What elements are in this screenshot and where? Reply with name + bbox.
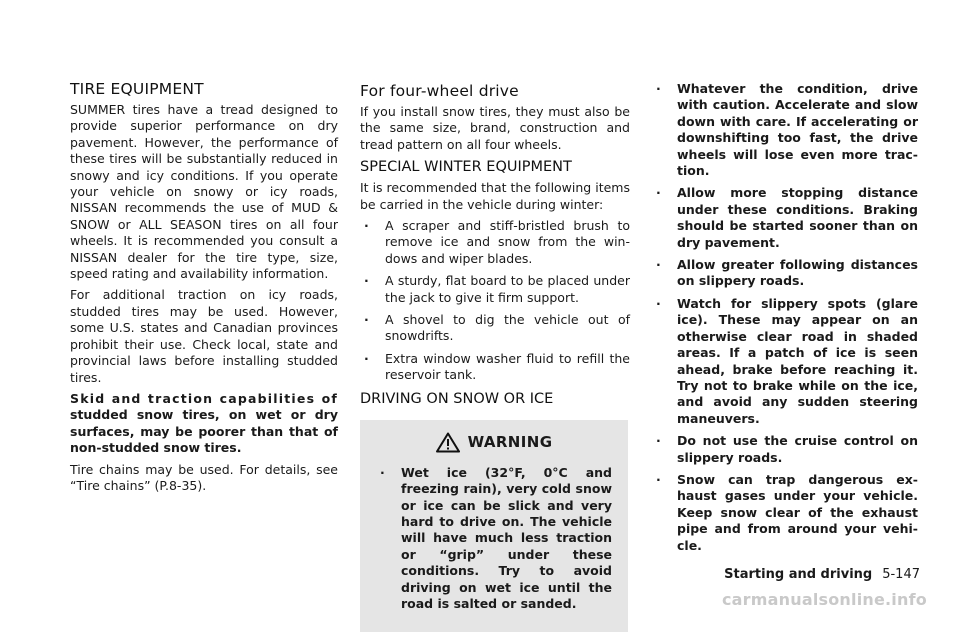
subheading-four-wheel-drive: For four-wheel drive <box>360 82 519 100</box>
paragraph-summer-tires: SUMMER tires have a tread designed to provide superior performance on dry pavement. However, the performance of these tires will be substantially reduced in snowy and icy conditions. If you operate your vehicle on snowy or icy roads, NISSAN recommends the use of MUD & SNOW or ALL SEASON tires on all four wheels. It is recommended you consult a NISSAN dealer for the tire type, size, speed rating and availability information. <box>70 102 338 282</box>
warning-box <box>360 420 628 632</box>
warning-list <box>376 465 612 613</box>
warning-triangle-icon <box>436 432 460 453</box>
list-item: . Snow can trap dangerous ex- haust gases under your vehicle. Keep snow clear of the exhaust pipe and from around your vehi- cle. <box>652 472 918 554</box>
list-item: . Whatever the condition, drive with caution. Accelerate and slow down with care. If accelerating or downshifting too fast, the drive wheels will lose even more trac- tion. <box>652 81 918 179</box>
list-item: . A scraper and stiff-bristled brush to remove ice and snow from the win- dows and wiper blades. <box>360 218 630 267</box>
column-driving-tips <box>652 81 918 560</box>
warning-header <box>376 432 612 453</box>
page-footer <box>724 567 920 582</box>
warning-label: WARNING <box>467 433 553 452</box>
watermark: carmanualsonline.info <box>722 590 927 609</box>
section-heading-tire-equipment: TIRE EQUIPMENT <box>70 80 204 98</box>
list-item: . Allow more stopping distance under these conditions. Braking should be started sooner than on dry pavement. <box>652 185 918 251</box>
paragraph-skid-traction <box>70 391 338 457</box>
footer-page-number: 5-147 <box>882 567 920 582</box>
list-item: . Wet ice (32°F, 0°C and freezing rain), very cold snow or ice can be slick and very hard to drive on. The vehicle will have much less traction or “grip” under these conditions. Try to avoid driving on wet ice until the road is salted or sanded. <box>376 465 612 613</box>
list-item: . A shovel to dig the vehicle out of snowdrifts. <box>360 312 630 345</box>
bold-lead-text: Skid and traction capabilities of <box>70 390 338 406</box>
list-item: . Watch for slippery spots (glare ice). These may appear on an otherwise clear road in shaded areas. If a patch of ice is seen ahead, brake before reaching it. Try not to brake while on the ice, and avoid any sudden steering maneuvers. <box>652 296 918 427</box>
bold-rest-text: studded snow tires, on wet or dry surfaces, may be poorer than that of non-studded snow tires. <box>70 407 338 456</box>
paragraph-tire-chains: Tire chains may be used. For details, see “Tire chains” (P.8-35). <box>70 461 338 493</box>
section-heading-special-winter-equipment: SPECIAL WINTER EQUIPMENT <box>360 159 572 176</box>
paragraph-four-wheel-drive: If you install snow tires, they must also be the same size, brand, construction and tread pattern on all four wheels. <box>360 104 630 152</box>
list-item: . Do not use the cruise control on slippery roads. <box>652 433 918 466</box>
column-tire-equipment <box>70 80 338 499</box>
list-item: . A sturdy, flat board to be placed under the jack to give it firm support. <box>360 273 630 306</box>
driving-tips-list <box>652 81 918 554</box>
list-item: . Allow greater following distances on slippery roads. <box>652 257 918 290</box>
section-heading-driving-on-snow: DRIVING ON SNOW OR ICE <box>360 390 554 407</box>
winter-items-list <box>360 218 630 384</box>
list-item: . Extra window washer fluid to refill the reservoir tank. <box>360 351 630 384</box>
paragraph-winter-items-intro: It is recommended that the following items be carried in the vehicle during winter: <box>360 180 630 212</box>
footer-section-title: Starting and driving <box>724 567 873 582</box>
paragraph-studded-tires: For additional traction on icy roads, studded tires may be used. However, some U.S. states and Canadian provinces prohibit their use. Check local, state and provincial laws before installing studded tires. <box>70 287 338 385</box>
column-winter-equipment <box>360 82 630 632</box>
